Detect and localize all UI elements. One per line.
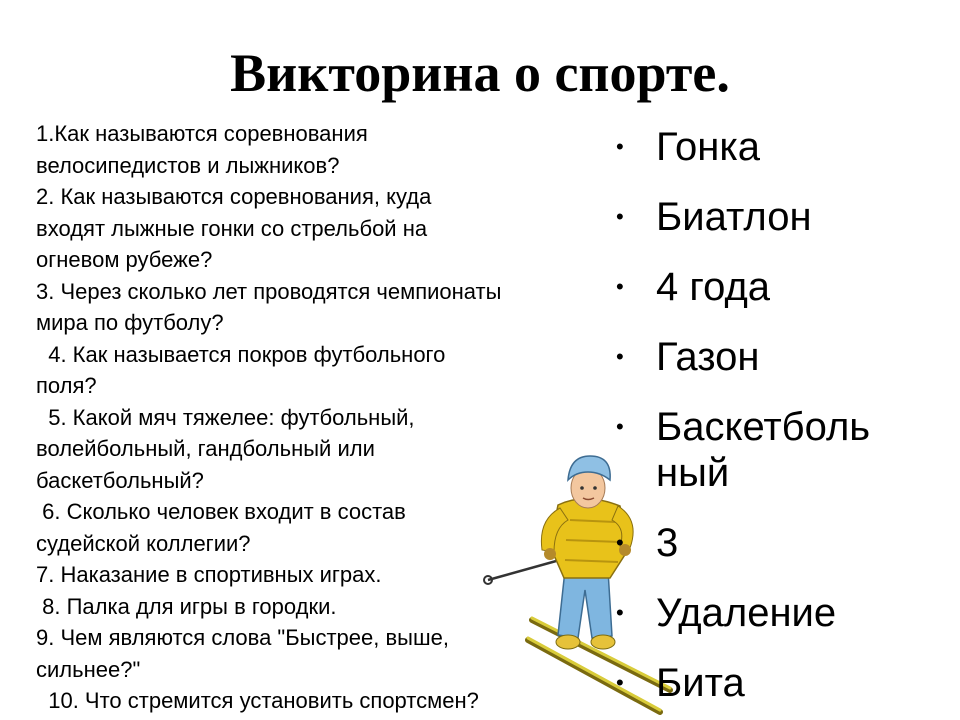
answer-item	[612, 334, 952, 380]
page-title: Викторина о спорте.	[230, 43, 730, 103]
answer-text: 3	[656, 521, 679, 565]
bullet-icon: •	[616, 530, 624, 555]
answer-item	[612, 660, 952, 706]
answer-item	[612, 404, 906, 496]
question-line: 3. Через сколько лет проводятся чемпионаты	[36, 278, 502, 304]
skier-glove-left	[544, 548, 556, 560]
answer-item	[612, 590, 952, 636]
question-line: 9. Чем являются слова "Быстрее, выше,	[36, 625, 449, 650]
question-line: огневом рубеже?	[36, 247, 213, 272]
question-line: мира по футболу?	[36, 310, 224, 335]
question-line: сильнее?"	[36, 656, 141, 682]
answer-text: Бита	[656, 661, 745, 705]
question-line: 10. Что стремится установить спортсмен?	[36, 688, 479, 713]
bullet-icon: •	[616, 134, 624, 159]
answer-text: Удаление	[656, 591, 837, 635]
answer-item	[612, 124, 952, 170]
answer-item	[612, 264, 952, 310]
bullet-icon: •	[616, 600, 624, 625]
bullet-icon: •	[616, 670, 624, 695]
question-line: поля?	[36, 373, 97, 398]
question-line: 4. Как называется покров футбольного	[36, 341, 446, 367]
answers-list	[612, 124, 952, 706]
question-line: 6. Сколько человек входит в состав	[36, 499, 406, 524]
question-line: входят лыжные гонки со стрельбой на	[36, 215, 428, 241]
skier-boot-left	[556, 635, 580, 649]
question-line: баскетбольный?	[36, 467, 204, 493]
answer-text: Газон	[656, 335, 760, 379]
question-line: 8. Палка для игры в городки.	[36, 593, 337, 619]
answer-item	[612, 194, 952, 240]
answer-text: Гонка	[656, 125, 760, 169]
skier-pants	[558, 570, 612, 638]
question-line: велосипедистов и лыжников?	[36, 152, 340, 178]
question-line: 1.Как называются соревнования	[36, 121, 368, 146]
answer-text: 4 года	[656, 265, 771, 309]
bullet-icon: •	[616, 274, 624, 299]
answer-text: Баскетболь ный	[656, 405, 871, 495]
bullet-icon: •	[616, 204, 624, 229]
question-line: судейской коллегии?	[36, 530, 251, 556]
bullet-icon: •	[616, 414, 624, 439]
answer-text: Биатлон	[656, 195, 812, 239]
question-line: 5. Какой мяч тяжелее: футбольный,	[36, 404, 415, 430]
question-line: 7. Наказание в спортивных играх.	[36, 562, 382, 587]
answer-item	[612, 520, 952, 566]
question-line: волейбольный, гандбольный или	[36, 436, 375, 461]
bullet-icon: •	[616, 344, 624, 369]
question-line: 2. Как называются соревнования, куда	[36, 184, 432, 209]
